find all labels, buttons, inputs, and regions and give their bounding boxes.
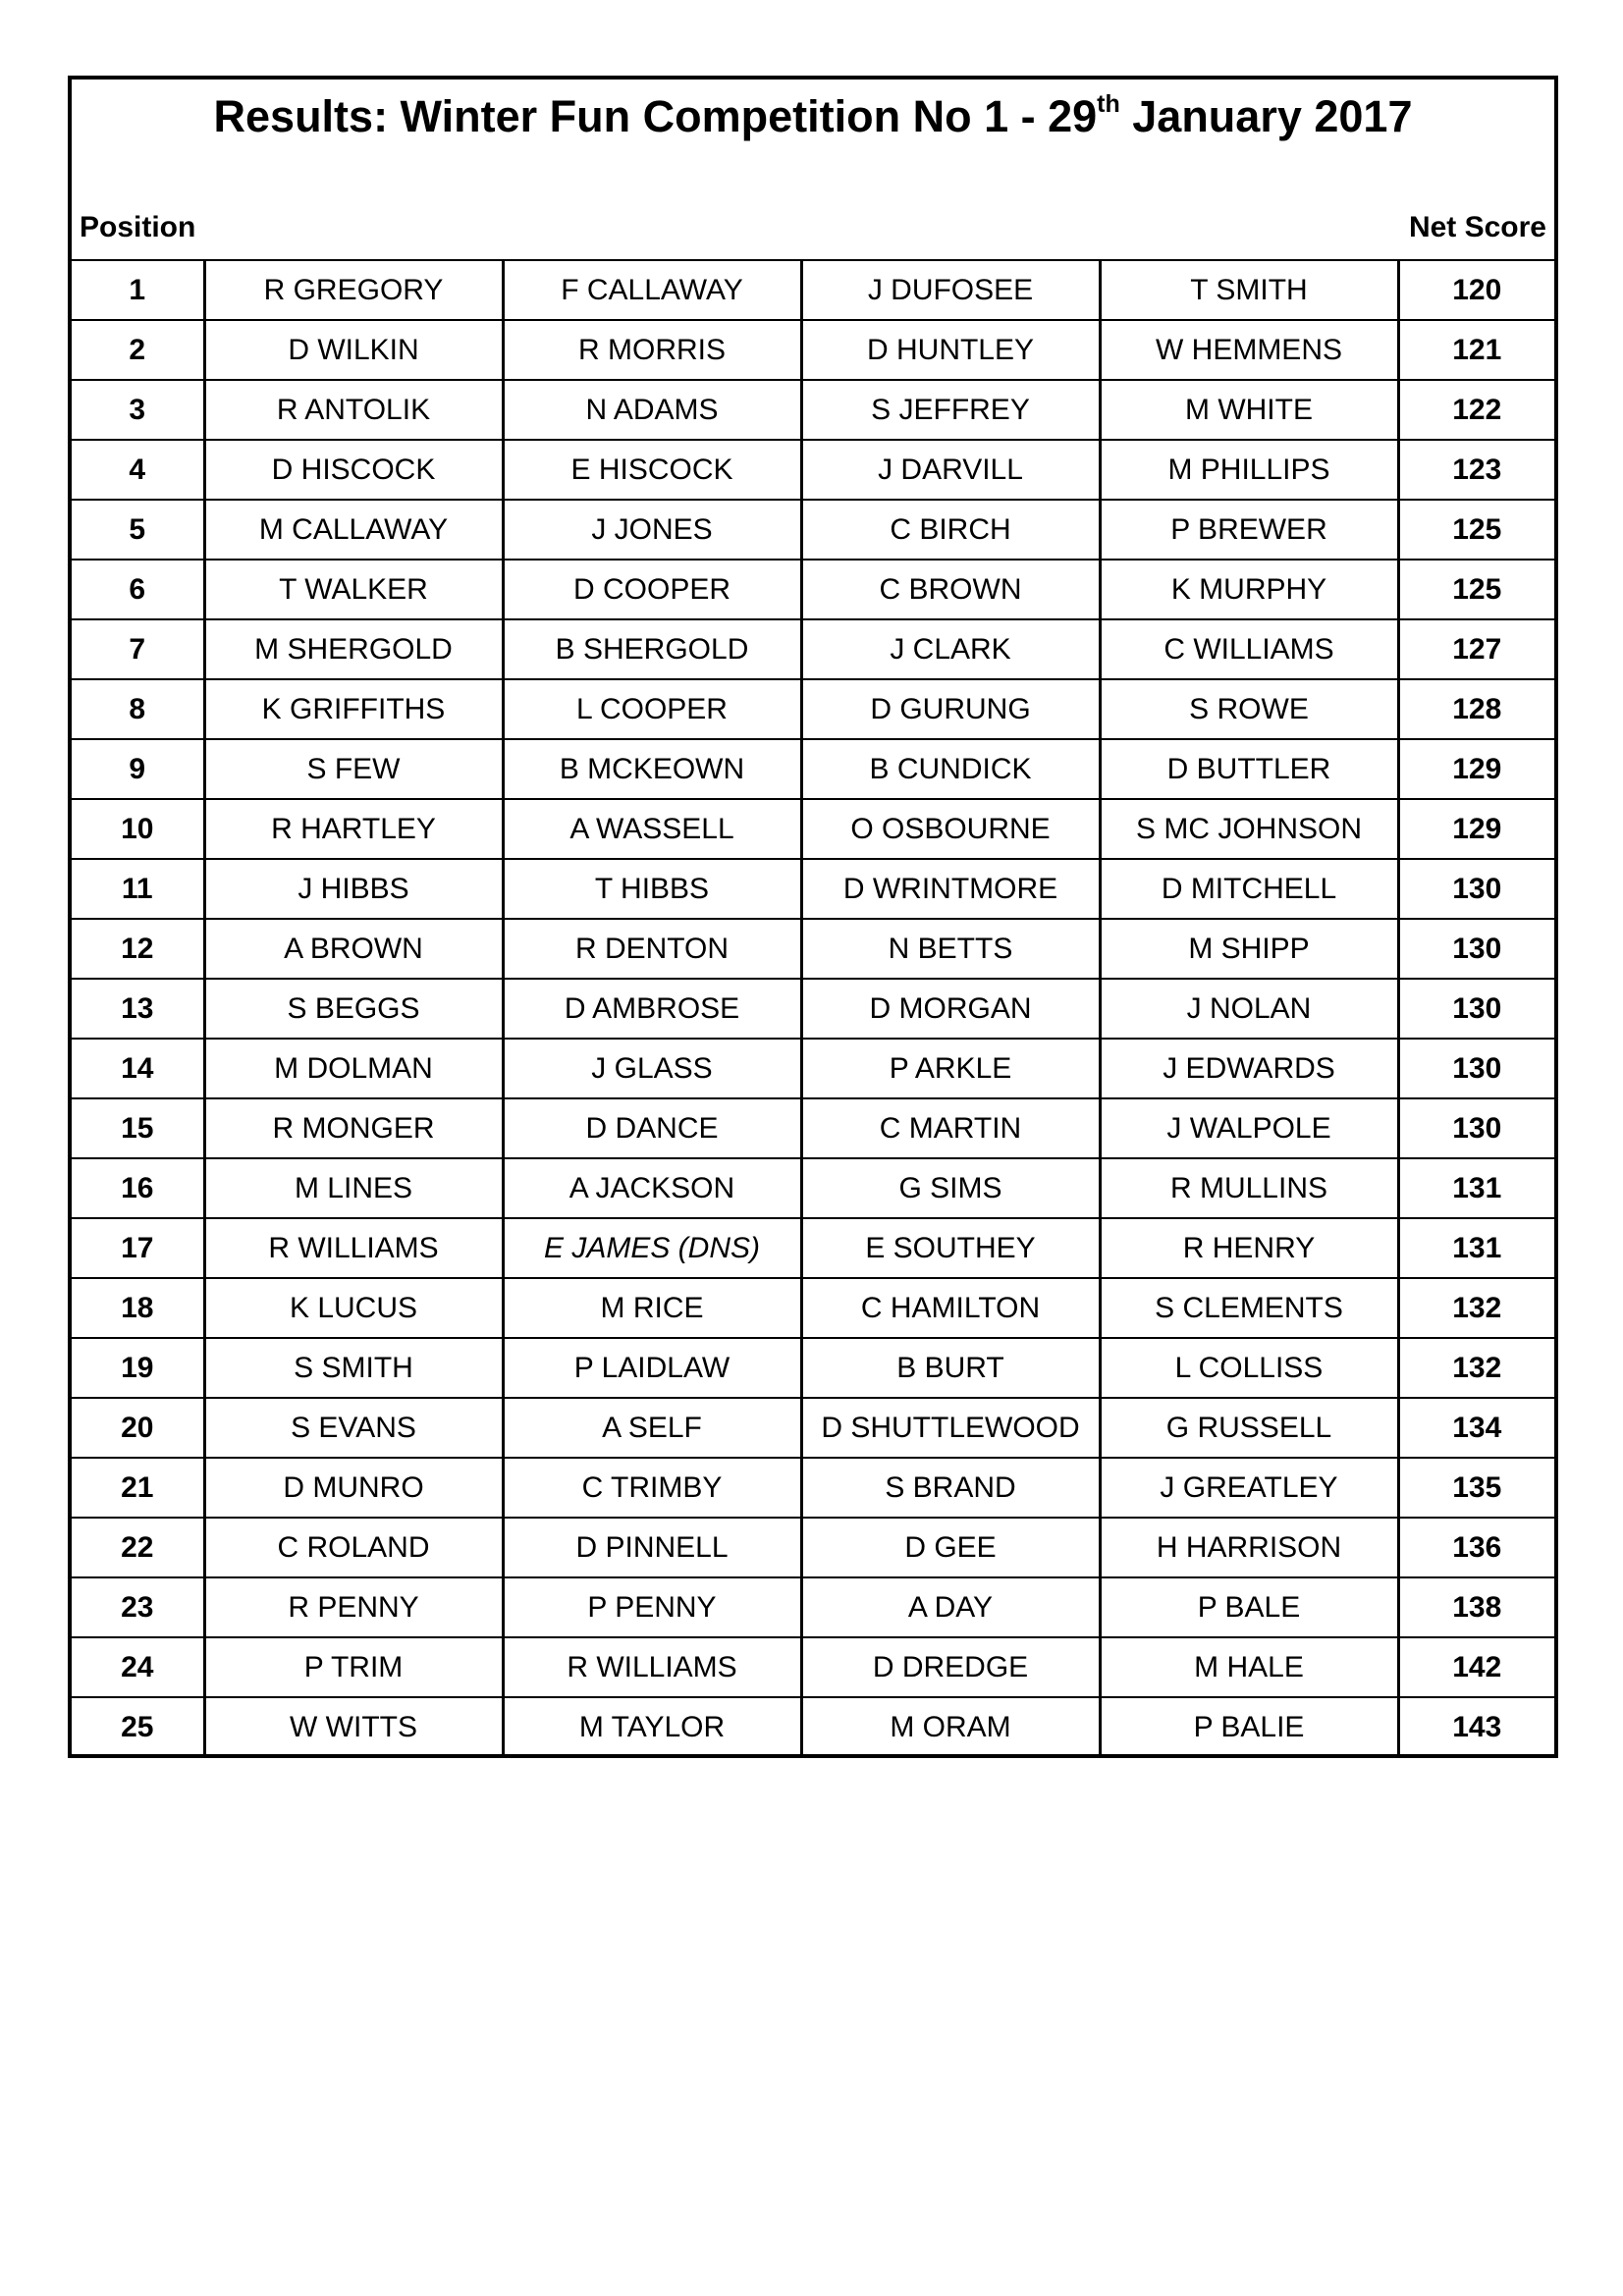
table-row xyxy=(72,1278,1554,1338)
table-row xyxy=(72,260,1554,320)
table-row xyxy=(72,1158,1554,1218)
position-cell: 4 xyxy=(72,440,204,500)
results-sheet xyxy=(68,76,1558,1758)
position-cell: 20 xyxy=(72,1398,204,1458)
player-cell: D WILKIN xyxy=(204,320,503,380)
table-row xyxy=(72,320,1554,380)
table-row xyxy=(72,739,1554,799)
table-row xyxy=(72,1398,1554,1458)
player-cell: J HIBBS xyxy=(204,859,503,919)
player-cell: T HIBBS xyxy=(503,859,801,919)
player-cell: G RUSSELL xyxy=(1100,1398,1398,1458)
player-cell: J EDWARDS xyxy=(1100,1039,1398,1098)
position-cell: 16 xyxy=(72,1158,204,1218)
position-cell: 2 xyxy=(72,320,204,380)
player-cell: T WALKER xyxy=(204,560,503,619)
net-score-cell: 131 xyxy=(1398,1218,1554,1278)
player-cell: P TRIM xyxy=(204,1637,503,1697)
position-cell: 5 xyxy=(72,500,204,560)
player-cell: B BURT xyxy=(801,1338,1100,1398)
player-cell: R WILLIAMS xyxy=(204,1218,503,1278)
table-row xyxy=(72,440,1554,500)
player-cell: S BRAND xyxy=(801,1458,1100,1518)
player-cell: R MONGER xyxy=(204,1098,503,1158)
player-cell: J DARVILL xyxy=(801,440,1100,500)
table-row xyxy=(72,1458,1554,1518)
player-cell: R HENRY xyxy=(1100,1218,1398,1278)
player-cell: P BALIE xyxy=(1100,1697,1398,1756)
position-cell: 3 xyxy=(72,380,204,440)
player-cell: D HUNTLEY xyxy=(801,320,1100,380)
player-cell: S CLEMENTS xyxy=(1100,1278,1398,1338)
position-cell: 22 xyxy=(72,1518,204,1577)
net-score-cell: 129 xyxy=(1398,739,1554,799)
player-cell: M SHIPP xyxy=(1100,919,1398,979)
player-cell: A WASSELL xyxy=(503,799,801,859)
net-score-cell: 143 xyxy=(1398,1697,1554,1756)
title-ordinal-suffix: th xyxy=(1097,90,1120,118)
player-cell: L COLLISS xyxy=(1100,1338,1398,1398)
net-score-cell: 130 xyxy=(1398,1098,1554,1158)
net-score-column-header: Net Score xyxy=(1408,211,1546,243)
player-cell: P PENNY xyxy=(503,1577,801,1637)
table-row xyxy=(72,1218,1554,1278)
table-row xyxy=(72,560,1554,619)
player-cell: M LINES xyxy=(204,1158,503,1218)
player-cell: J CLARK xyxy=(801,619,1100,679)
player-cell: D DANCE xyxy=(503,1098,801,1158)
net-score-cell: 136 xyxy=(1398,1518,1554,1577)
table-row xyxy=(72,1637,1554,1697)
position-cell: 24 xyxy=(72,1637,204,1697)
player-cell: D GURUNG xyxy=(801,679,1100,739)
player-cell: D SHUTTLEWOOD xyxy=(801,1398,1100,1458)
player-cell: M ORAM xyxy=(801,1697,1100,1756)
player-cell: K LUCUS xyxy=(204,1278,503,1338)
position-cell: 21 xyxy=(72,1458,204,1518)
net-score-cell: 125 xyxy=(1398,500,1554,560)
player-cell: P LAIDLAW xyxy=(503,1338,801,1398)
table-row xyxy=(72,1039,1554,1098)
net-score-cell: 131 xyxy=(1398,1158,1554,1218)
title-date: January 2017 xyxy=(1119,91,1413,141)
player-cell: A JACKSON xyxy=(503,1158,801,1218)
net-score-cell: 120 xyxy=(1398,260,1554,320)
player-cell: R WILLIAMS xyxy=(503,1637,801,1697)
player-cell: K GRIFFITHS xyxy=(204,679,503,739)
player-cell: A SELF xyxy=(503,1398,801,1458)
player-cell: N BETTS xyxy=(801,919,1100,979)
position-cell: 15 xyxy=(72,1098,204,1158)
player-cell: C WILLIAMS xyxy=(1100,619,1398,679)
table-row xyxy=(72,619,1554,679)
player-cell: M HALE xyxy=(1100,1637,1398,1697)
player-cell: M SHERGOLD xyxy=(204,619,503,679)
net-score-cell: 130 xyxy=(1398,979,1554,1039)
table-row xyxy=(72,1518,1554,1577)
net-score-cell: 130 xyxy=(1398,919,1554,979)
net-score-cell: 129 xyxy=(1398,799,1554,859)
net-score-cell: 132 xyxy=(1398,1338,1554,1398)
net-score-cell: 132 xyxy=(1398,1278,1554,1338)
net-score-cell: 121 xyxy=(1398,320,1554,380)
net-score-cell: 125 xyxy=(1398,560,1554,619)
player-cell: D BUTTLER xyxy=(1100,739,1398,799)
position-cell: 11 xyxy=(72,859,204,919)
net-score-cell: 142 xyxy=(1398,1637,1554,1697)
net-score-cell: 128 xyxy=(1398,679,1554,739)
player-cell: W WITTS xyxy=(204,1697,503,1756)
player-cell: J GLASS xyxy=(503,1039,801,1098)
player-cell: L COOPER xyxy=(503,679,801,739)
table-row xyxy=(72,380,1554,440)
player-cell: J GREATLEY xyxy=(1100,1458,1398,1518)
net-score-cell: 138 xyxy=(1398,1577,1554,1637)
player-cell: R PENNY xyxy=(204,1577,503,1637)
position-cell: 9 xyxy=(72,739,204,799)
player-cell: C BROWN xyxy=(801,560,1100,619)
table-row xyxy=(72,979,1554,1039)
position-cell: 19 xyxy=(72,1338,204,1398)
player-cell: S MC JOHNSON xyxy=(1100,799,1398,859)
player-cell: N ADAMS xyxy=(503,380,801,440)
player-cell: W HEMMENS xyxy=(1100,320,1398,380)
player-cell: P ARKLE xyxy=(801,1039,1100,1098)
player-cell: S EVANS xyxy=(204,1398,503,1458)
table-row xyxy=(72,1098,1554,1158)
table-row xyxy=(72,1697,1554,1756)
net-score-cell: 130 xyxy=(1398,859,1554,919)
player-cell: E SOUTHEY xyxy=(801,1218,1100,1278)
table-row xyxy=(72,679,1554,739)
player-cell: D COOPER xyxy=(503,560,801,619)
player-cell: J DUFOSEE xyxy=(801,260,1100,320)
player-cell: S ROWE xyxy=(1100,679,1398,739)
player-cell: M PHILLIPS xyxy=(1100,440,1398,500)
player-cell: C TRIMBY xyxy=(503,1458,801,1518)
player-cell: E HISCOCK xyxy=(503,440,801,500)
position-cell: 25 xyxy=(72,1697,204,1756)
position-cell: 10 xyxy=(72,799,204,859)
table-row xyxy=(72,799,1554,859)
results-table-body xyxy=(72,260,1554,1756)
table-row xyxy=(72,1577,1554,1637)
player-cell: R HARTLEY xyxy=(204,799,503,859)
player-cell: R MULLINS xyxy=(1100,1158,1398,1218)
player-cell: S FEW xyxy=(204,739,503,799)
player-cell: M WHITE xyxy=(1100,380,1398,440)
player-cell: D MITCHELL xyxy=(1100,859,1398,919)
net-score-cell: 135 xyxy=(1398,1458,1554,1518)
table-row xyxy=(72,1338,1554,1398)
player-cell: R ANTOLIK xyxy=(204,380,503,440)
player-cell: M CALLAWAY xyxy=(204,500,503,560)
table-row xyxy=(72,500,1554,560)
player-cell: S BEGGS xyxy=(204,979,503,1039)
position-cell: 18 xyxy=(72,1278,204,1338)
net-score-cell: 127 xyxy=(1398,619,1554,679)
player-cell: D MORGAN xyxy=(801,979,1100,1039)
position-cell: 17 xyxy=(72,1218,204,1278)
player-cell: J WALPOLE xyxy=(1100,1098,1398,1158)
player-cell: P BALE xyxy=(1100,1577,1398,1637)
player-cell: B MCKEOWN xyxy=(503,739,801,799)
player-cell: B SHERGOLD xyxy=(503,619,801,679)
player-cell: R GREGORY xyxy=(204,260,503,320)
player-cell: A DAY xyxy=(801,1577,1100,1637)
player-cell: C BIRCH xyxy=(801,500,1100,560)
player-cell: C HAMILTON xyxy=(801,1278,1100,1338)
player-cell: P BREWER xyxy=(1100,500,1398,560)
position-cell: 23 xyxy=(72,1577,204,1637)
player-cell: E JAMES (DNS) xyxy=(503,1218,801,1278)
position-cell: 6 xyxy=(72,560,204,619)
net-score-cell: 130 xyxy=(1398,1039,1554,1098)
player-cell: M DOLMAN xyxy=(204,1039,503,1098)
player-cell: G SIMS xyxy=(801,1158,1100,1218)
position-cell: 1 xyxy=(72,260,204,320)
table-row xyxy=(72,859,1554,919)
player-cell: S SMITH xyxy=(204,1338,503,1398)
player-cell: D WRINTMORE xyxy=(801,859,1100,919)
player-cell: J NOLAN xyxy=(1100,979,1398,1039)
player-cell: R DENTON xyxy=(503,919,801,979)
player-cell: C MARTIN xyxy=(801,1098,1100,1158)
net-score-cell: 122 xyxy=(1398,380,1554,440)
position-column-header: Position xyxy=(80,211,196,243)
player-cell: J JONES xyxy=(503,500,801,560)
player-cell: R MORRIS xyxy=(503,320,801,380)
player-cell: C ROLAND xyxy=(204,1518,503,1577)
player-cell: H HARRISON xyxy=(1100,1518,1398,1577)
page-title xyxy=(72,87,1554,146)
player-cell: D DREDGE xyxy=(801,1637,1100,1697)
player-cell: K MURPHY xyxy=(1100,560,1398,619)
player-cell: B CUNDICK xyxy=(801,739,1100,799)
player-cell: D MUNRO xyxy=(204,1458,503,1518)
position-cell: 8 xyxy=(72,679,204,739)
player-cell: D GEE xyxy=(801,1518,1100,1577)
net-score-cell: 123 xyxy=(1398,440,1554,500)
position-cell: 14 xyxy=(72,1039,204,1098)
player-cell: D AMBROSE xyxy=(503,979,801,1039)
position-cell: 13 xyxy=(72,979,204,1039)
results-table xyxy=(72,259,1554,1756)
player-cell: M TAYLOR xyxy=(503,1697,801,1756)
position-cell: 7 xyxy=(72,619,204,679)
player-cell: D HISCOCK xyxy=(204,440,503,500)
position-cell: 12 xyxy=(72,919,204,979)
player-cell: D PINNELL xyxy=(503,1518,801,1577)
table-row xyxy=(72,919,1554,979)
player-cell: O OSBOURNE xyxy=(801,799,1100,859)
net-score-cell: 134 xyxy=(1398,1398,1554,1458)
player-cell: T SMITH xyxy=(1100,260,1398,320)
player-cell: M RICE xyxy=(503,1278,801,1338)
player-cell: F CALLAWAY xyxy=(503,260,801,320)
player-cell: S JEFFREY xyxy=(801,380,1100,440)
player-cell: A BROWN xyxy=(204,919,503,979)
title-main: Results: Winter Fun Competition No 1 - 29 xyxy=(213,91,1098,141)
